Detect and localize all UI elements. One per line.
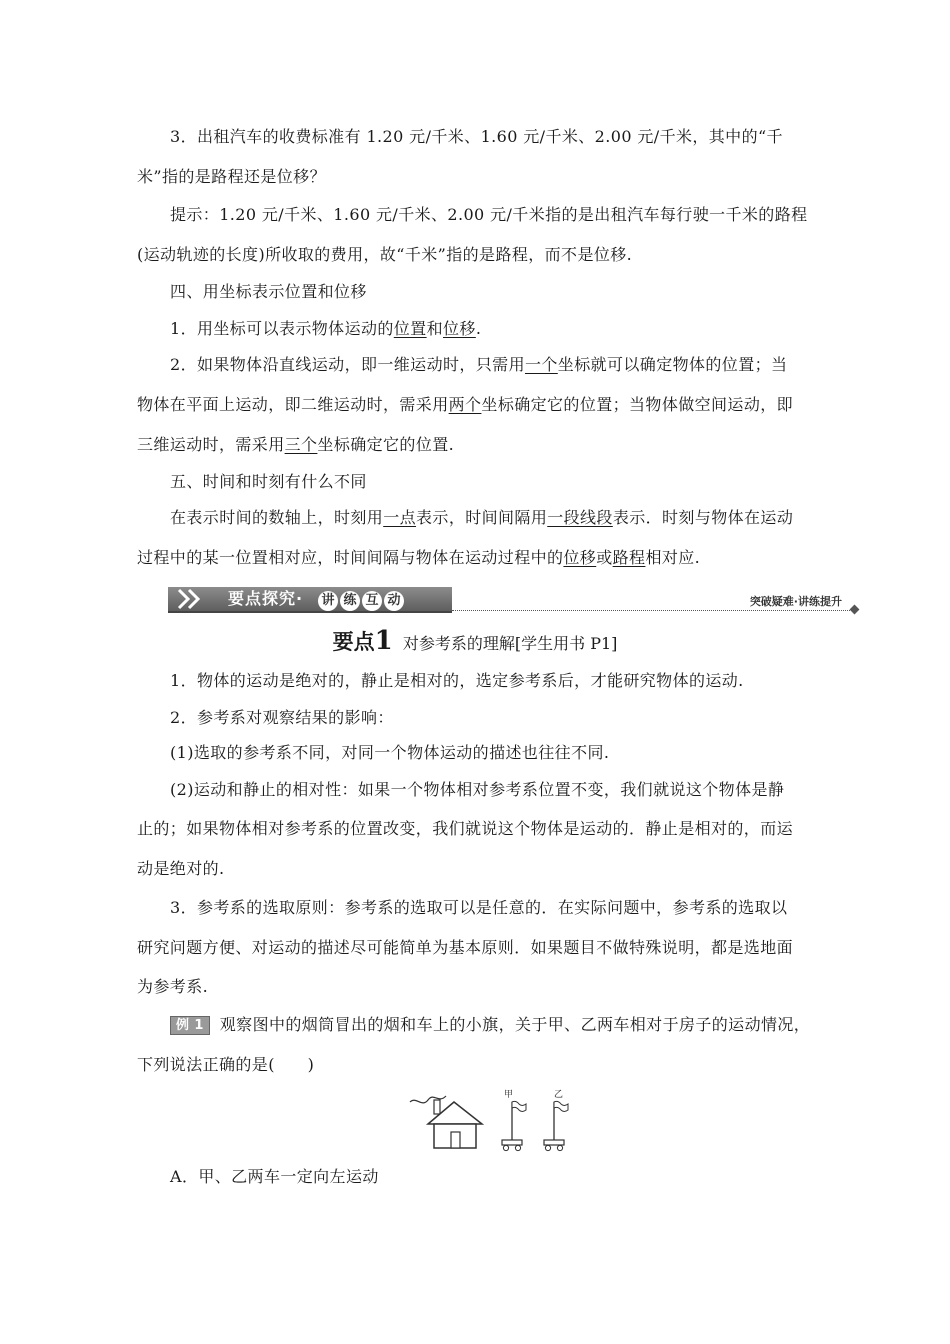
question-3-line-2: 米”指的是路程还是位移？ <box>137 167 326 186</box>
hint-line-1: 提示：1.20 元/千米、1.60 元/千米、2.00 元/千米指的是出租汽车每行驶一千米的路程 <box>170 205 808 224</box>
blank-answer: 路程 <box>612 548 646 567</box>
question-3-line-1: 3．出租汽车的收费标准有 1.20 元/千米、1.60 元/千米、2.00 元/千米，其中的“千 <box>170 127 783 146</box>
body-paragraph-5-line-3: 为参考系. <box>137 977 209 996</box>
banner-strip <box>168 587 452 613</box>
body-paragraph-4-line-3: 动是绝对的. <box>137 859 225 878</box>
section-5-line-1: 在表示时间的数轴上，时刻用一点表示，时间间隔用一段线段表示．时刻与物体在运动 <box>170 508 794 527</box>
section-4-point-2-line-3: 三维运动时，需采用三个坐标确定它的位置. <box>137 435 455 454</box>
banner-right-text: 突破疑难·讲练提升 <box>749 595 842 608</box>
example-line-1: 例 1 观察图中的烟筒冒出的烟和车上的小旗，关于甲、乙两车相对于房子的运动情况， <box>170 1014 850 1036</box>
hint-line-2: (运动轨迹的长度)所收取的费用，故“千米”指的是路程，而不是位移. <box>137 245 633 264</box>
smoke-icon <box>410 1096 446 1103</box>
banner-rule <box>452 610 850 612</box>
body-paragraph-1: 1．物体的运动是绝对的，静止是相对的，选定参考系后，才能研究物体的运动. <box>170 671 744 690</box>
blank-answer: 两个 <box>448 395 482 414</box>
blank-answer: 一点 <box>383 508 417 527</box>
car-b-label: 乙 <box>554 1090 564 1100</box>
blank-answer: 位移 <box>443 319 476 338</box>
section-5-line-2: 过程中的某一位置相对应，时间间隔与物体在运动过程中的位移或路程相对应. <box>137 548 701 567</box>
section-4-point-2-line-2: 物体在平面上运动，即二维运动时，需采用两个坐标确定它的位置；当物体做空间运动，即 <box>137 395 794 414</box>
section-4-point-2-line-1: 2．如果物体沿直线运动，即一维运动时，只需用一个坐标就可以确定物体的位置；当 <box>170 355 788 374</box>
car-a-icon <box>502 1140 522 1145</box>
section-banner <box>168 587 858 615</box>
blank-answer: 三个 <box>284 435 318 454</box>
house-and-cars-figure <box>408 1088 578 1152</box>
example-line-2: 下列说法正确的是( ) <box>137 1055 315 1074</box>
chimney-icon <box>434 1100 440 1114</box>
car-b-icon <box>544 1140 564 1145</box>
door-icon <box>451 1132 460 1148</box>
example-badge: 例 1 <box>170 1016 210 1035</box>
key-point-heading: 要点1 对参考系的理解[学生用书 P1] <box>332 626 618 656</box>
body-paragraph-4-line-2: 止的；如果物体相对参考系的位置改变，我们就说这个物体是运动的．静止是相对的，而运 <box>137 819 794 838</box>
blank-answer: 一个 <box>524 355 558 374</box>
flag-icon <box>554 1101 568 1111</box>
option-a: A．甲、乙两车一定向左运动 <box>170 1167 379 1186</box>
section-4-heading: 四、用坐标表示位置和位移 <box>170 282 367 301</box>
body-paragraph-5-line-2: 研究问题方便、对运动的描述尽可能简单为基本原则．如果题目不做特殊说明，都是选地面 <box>137 938 794 957</box>
double-chevron-icon <box>176 588 206 610</box>
section-4-point-1: 1．用坐标可以表示物体运动的位置和位移. <box>170 319 482 338</box>
banner-subtitle: 讲 练 互 动 <box>318 589 406 609</box>
blank-answer: 位置 <box>393 319 427 338</box>
body-paragraph-4-line-1: (2)运动和静止的相对性：如果一个物体相对参考系位置不变，我们就说这个物体是静 <box>170 780 785 799</box>
body-paragraph-3: (1)选取的参考系不同，对同一个物体运动的描述也往往不同. <box>170 743 610 762</box>
flag-icon <box>512 1101 526 1111</box>
body-paragraph-2: 2．参考系对观察结果的影响： <box>170 708 394 727</box>
blank-answer: 一段线段 <box>547 508 613 527</box>
banner-title: 要点探究· <box>228 589 304 608</box>
section-5-heading: 五、时间和时刻有什么不同 <box>170 472 367 491</box>
diamond-icon <box>850 605 860 615</box>
body-paragraph-5-line-1: 3．参考系的选取原则：参考系的选取可以是任意的．在实际问题中，参考系的选取以 <box>170 898 788 917</box>
car-a-label: 甲 <box>504 1090 514 1100</box>
blank-answer: 位移 <box>563 548 597 567</box>
